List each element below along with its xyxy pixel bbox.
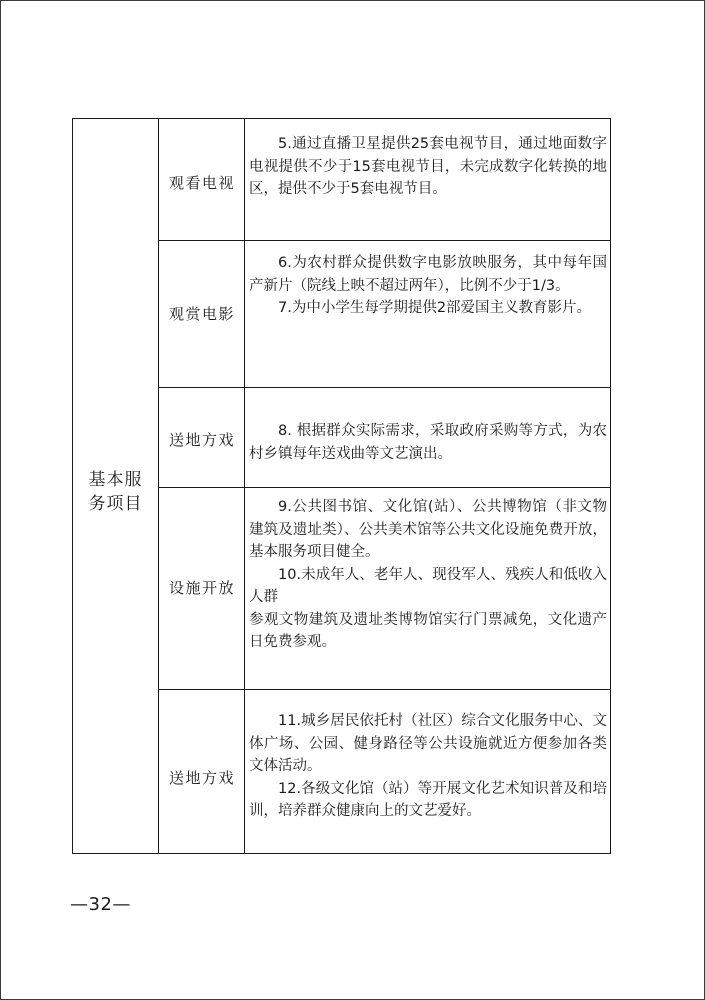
- row-content: [249, 252, 607, 320]
- row-divider: [158, 689, 611, 690]
- service-item: 5.通过直播卫星提供25套电视节目，通过地面数字电视提供不少于15套电视节目，未完成数字化转换的地区，提供不少于5套电视节目。: [249, 136, 607, 197]
- row-label: 送地方戏: [168, 431, 235, 449]
- row-label: 观赏电影: [168, 305, 235, 323]
- service-item: 6.为农村群众提供数字电影放映服务，其中每年国产新片（院线上映不超过两年），比例不少于1/3。: [249, 255, 607, 294]
- row-label: 送地方戏: [168, 769, 235, 787]
- row-divider: [158, 487, 611, 488]
- row-content: [249, 420, 607, 465]
- service-item: 10.未成年人、老年人、现役军人、残疾人和低收入人群: [249, 566, 607, 605]
- service-item: 12.各级文化馆（站）等开展文化艺术知识普及和培训，培养群众健康向上的文艺爱好。: [249, 780, 607, 819]
- category-label: 基本服 务项目: [88, 470, 143, 514]
- table-border-top: [72, 118, 611, 119]
- row-divider: [158, 387, 611, 388]
- service-item: 11.城乡居民依托村（社区）综合文化服务中心、文体广场、公园、健身路径等公共设施就近方便参加各类文体活动。: [249, 713, 607, 774]
- table-border-bottom: [72, 853, 611, 854]
- service-item: 9.公共图书馆、文化馆(站）、公共博物馆（非文物建筑及遗址类）、公共美术馆等公共文化设施免费开放，基本服务项目健全。: [249, 499, 607, 560]
- row-content: [249, 496, 607, 654]
- service-item: 7.为中小学生每学期提供2部爱国主义教育影片。: [278, 300, 592, 316]
- service-item: 8. 根据群众实际需求，采取政府采购等方式，为农村乡镇每年送戏曲等文艺演出。: [249, 423, 607, 462]
- table-border-right: [610, 118, 611, 854]
- row-divider: [158, 240, 611, 241]
- row-label: 设施开放: [168, 579, 235, 597]
- service-item: 参观文物建筑及遗址类博物馆实行门票减免，文化遗产日免费参观。: [249, 611, 607, 650]
- page-number: —32—: [70, 894, 131, 915]
- row-label: 观看电视: [168, 174, 235, 192]
- row-content: [249, 710, 607, 823]
- row-content: [249, 133, 607, 201]
- column-divider-2: [244, 118, 245, 854]
- column-divider-1: [158, 118, 159, 854]
